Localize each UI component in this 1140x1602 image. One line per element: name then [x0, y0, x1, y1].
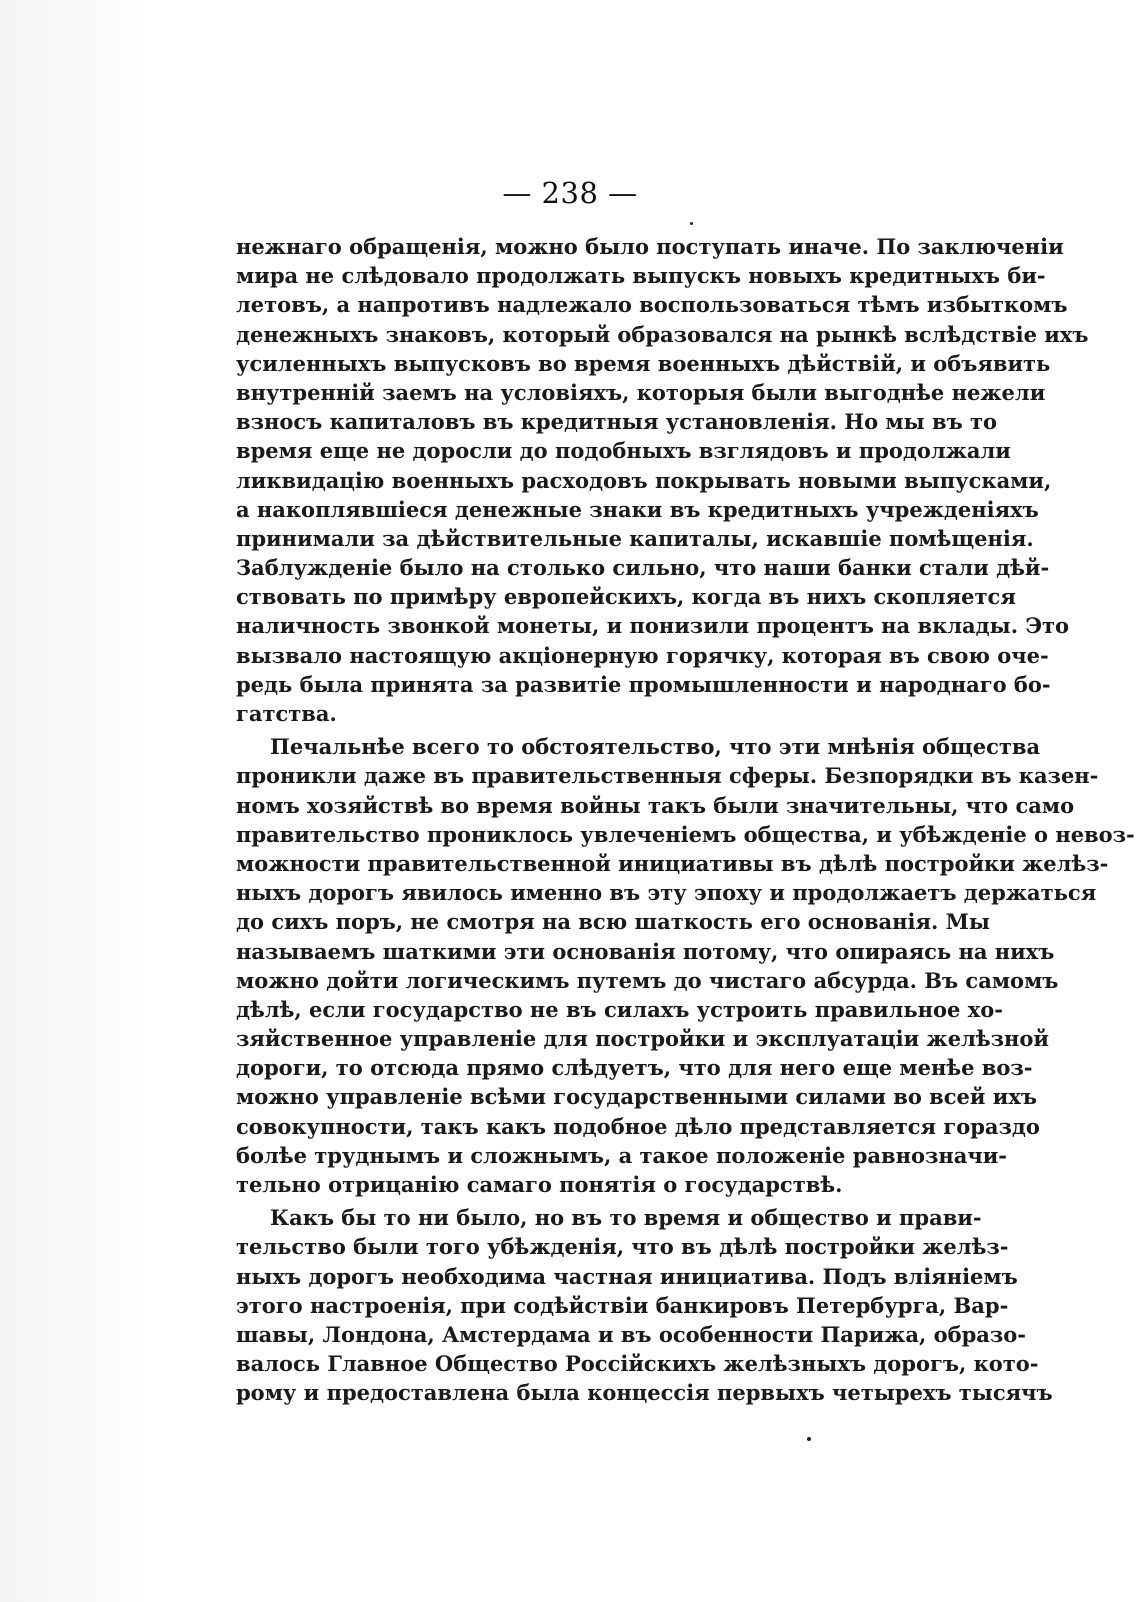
text-line: Какъ бы то ни было, но въ то время и общество и прави-: [270, 1205, 982, 1231]
text-line: Печальнѣе всего то обстоятельство, что эти мнѣнія общества: [270, 734, 1041, 760]
page-number: — 238 —: [502, 176, 638, 210]
text-line: вызвало настоящую акціонерную горячку, которая въ свою оче-: [236, 642, 1049, 668]
text-line: время еще не доросли до подобныхъ взглядовъ и продолжали: [236, 438, 1011, 464]
text-line: правительство прониклось увлеченіемъ общества, и убѣжденіе о невоз-: [236, 821, 1135, 847]
text-line: дороги, то отсюда прямо слѣдуетъ, что для него еще менѣе воз-: [236, 1055, 1033, 1081]
text-line: проникли даже въ правительственныя сферы. Безпорядки въ казен-: [236, 763, 1099, 789]
text-line: этого настроенія, при содѣйствіи банкировъ Петербурга, Вар-: [236, 1292, 1009, 1318]
text-line: до сихъ поръ, не смотря на всю шаткость его основанія. Мы: [236, 909, 990, 935]
text-line: тельно отрицанію самаго понятія о государствѣ.: [236, 1172, 843, 1197]
text-line: рому и предоставлена была концессія первыхъ четырехъ тысячъ: [236, 1380, 1053, 1406]
text-line: наличность звонкой монеты, и понизили процентъ на вклады. Это: [236, 613, 1070, 639]
body-text: [236, 232, 1135, 1408]
text-line: валось Главное Общество Россійскихъ желѣзныхъ дорогъ, кото-: [236, 1351, 1039, 1377]
text-line: денежныхъ знаковъ, который образовался на рынкѣ вслѣдствіе ихъ: [236, 321, 1089, 347]
text-line: тельство были того убѣжденія, что въ дѣлѣ постройки желѣз-: [236, 1234, 1009, 1260]
text-line: взносъ капиталовъ въ кредитныя установленія. Но мы въ то: [236, 409, 998, 435]
text-line: номъ хозяйствѣ во время войны такъ были значительны, что само: [236, 792, 1075, 818]
text-line: дѣлѣ, если государство не въ силахъ устроить правильное хо-: [236, 996, 1003, 1022]
text-line: можно управленіе всѣми государственными силами во всей ихъ: [236, 1084, 1038, 1110]
text-line: принимали за дѣйствительные капиталы, искавшіе помѣщенія.: [236, 525, 1034, 551]
text-line: ликвидацію военныхъ расходовъ покрывать новыми выпусками,: [236, 467, 1052, 493]
paragraph: [236, 732, 1135, 1199]
text-line: зяйственное управленіе для постройки и эксплуатаціи желѣзной: [236, 1026, 1050, 1052]
text-line: мира не слѣдовало продолжать выпускъ новыхъ кредитныхъ би-: [236, 263, 1046, 289]
text-line: гатства.: [236, 701, 337, 726]
text-line: а накоплявшіеся денежные знаки въ кредитныхъ учрежденіяхъ: [236, 496, 1039, 522]
scan-margin-shadow: [0, 0, 150, 1602]
text-line: ствовать по примѣру европейскихъ, когда въ нихъ скопляется: [236, 584, 1016, 610]
print-speck: [807, 1437, 811, 1441]
text-line: ныхъ дорогъ явилось именно въ эту эпоху и продолжаетъ держаться: [236, 880, 1097, 906]
paragraph: [236, 232, 1089, 728]
text-line: усиленныхъ выпусковъ во время военныхъ дѣйствій, и объявить: [236, 350, 1051, 376]
text-line: нежнаго обращенія, можно было поступать иначе. По заключеніи: [236, 234, 1064, 259]
text-line: можности правительственной инициативы въ дѣлѣ постройки желѣз-: [236, 850, 1109, 876]
text-line: называемъ шаткими эти основанія потому, что опираясь на нихъ: [236, 938, 1055, 964]
text-line: можно дойти логическимъ путемъ до чистаго абсурда. Въ самомъ: [236, 967, 1059, 993]
text-line: внутренній заемъ на условіяхъ, которыя были выгоднѣе нежели: [236, 379, 1046, 405]
paragraph: [236, 1203, 1053, 1407]
text-line: ныхъ дорогъ необходима частная инициатива. Подъ вліяніемъ: [236, 1263, 1018, 1289]
text-line: совокупности, такъ какъ подобное дѣло представляется гораздо: [236, 1113, 1040, 1139]
text-line: болѣе труднымъ и сложнымъ, а такое положеніе равнозначи-: [236, 1142, 1008, 1168]
text-line: шавы, Лондона, Амстердама и въ особенности Парижа, образо-: [236, 1321, 1027, 1347]
print-speck: [690, 222, 693, 225]
text-line: Заблужденіе было на столько сильно, что наши банки стали дѣй-: [236, 555, 1050, 581]
text-line: летовъ, а напротивъ надлежало воспользоваться тѣмъ избыткомъ: [236, 292, 1068, 318]
text-line: редь была принята за развитіе промышленности и народнаго бо-: [236, 671, 1051, 697]
